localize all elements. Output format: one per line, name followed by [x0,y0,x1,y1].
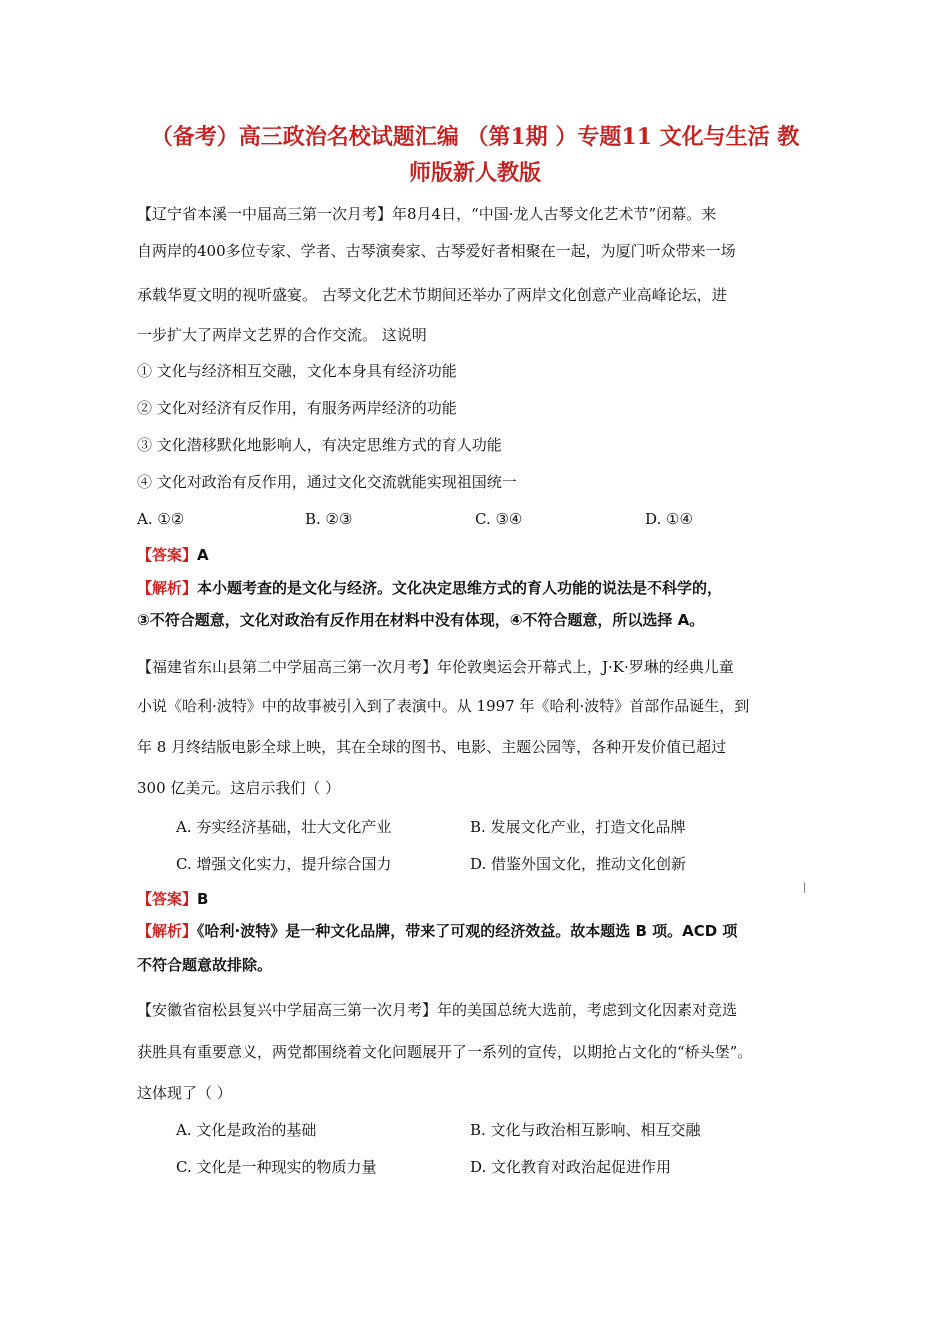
q1-answer [137,544,209,566]
q3-option-d: D. 文化教育对政治起促进作用 [470,1158,672,1176]
q1-analysis-label: 【解析】 [137,579,198,597]
q1-line4: 一步扩大了两岸文艺界的合作交流。 这说明 [137,326,427,344]
q2-option-c: C. 增强文化实力，提升综合国力 [176,855,392,873]
q3-line3: 这体现了（ ） [137,1084,232,1102]
q2-line4: 300 亿美元。这启示我们（ ） [137,779,341,797]
document-title-line2: 师版新人教版 [408,160,541,186]
q2-line3: 年 8 月终结版电影全球上映，其在全球的图书、电影、主题公园等，各种开发价值已超过 [137,738,727,756]
q1-statement-1: ① 文化与经济相互交融，文化本身具有经济功能 [137,362,457,380]
q2-answer-value: B [197,890,209,908]
q2-line2: 小说《哈利·波特》中的故事被引入到了表演中。从 1997 年《哈利·波特》首部作品诞生，到 [137,697,750,715]
q2-analysis-label: 【解析】 [137,922,198,940]
stray-mark: | [803,882,807,893]
q3-line2: 获胜具有重要意义，两党都围绕着文化问题展开了一系列的宣传，以期抢占文化的“桥头堡”。 [137,1043,753,1061]
document-title-line1: （备考）高三政治名校试题汇编 （第1期 ）专题11 文化与生活 教 [150,124,800,150]
q2-analysis-line1: 【解析】《哈利·波特》是一种文化品牌，带来了可观的经济效益。故本题选 B 项。ACD 项 [137,922,738,940]
q1-option-b: B. ②③ [305,510,353,528]
q2-option-a: A. 夯实经济基础，壮大文化产业 [176,818,392,836]
q3-option-a: A. 文化是政治的基础 [176,1121,317,1139]
q1-analysis-line1: 【解析】本小题考查的是文化与经济。文化决定思维方式的育人功能的说法是不科学的， [137,579,723,597]
q1-option-a: A. ①② [137,510,185,528]
q3-source: 【安徽省宿松县复兴中学届高三第一次月考】 [137,1001,438,1019]
q2-option-b: B. 发展文化产业，打造文化品牌 [470,818,686,836]
q1-statement-4: ④ 文化对政治有反作用，通过文化交流就能实现祖国统一 [137,473,517,491]
q2-option-d: D. 借鉴外国文化，推动文化创新 [470,855,687,873]
q1-statement-3: ③ 文化潜移默化地影响人，有决定思维方式的育人功能 [137,436,502,454]
q2-answer [137,888,208,910]
q3-option-c: C. 文化是一种现实的物质力量 [176,1158,377,1176]
q1-analysis-line2: ③不符合题意，文化对政治有反作用在材料中没有体现，④不符合题意，所以选择 A。 [137,611,705,629]
q2-analysis-line2: 不符合题意故排除。 [137,956,273,974]
q3-option-b: B. 文化与政治相互影响、相互交融 [470,1121,701,1139]
q1-option-d: D. ①④ [645,510,693,528]
q1-line3: 承载华夏文明的视听盛宴。 古琴文化艺术节期间还举办了两岸文化创意产业高峰论坛，进 [137,286,727,304]
q1-line1: 【辽宁省本溪一中届高三第一次月考】年8月4日，“中国·龙人古琴文化艺术节”闭幕。来 [137,205,717,223]
q3-line1: 【安徽省宿松县复兴中学届高三第一次月考】年的美国总统大选前，考虑到文化因素对竞选 [137,1001,738,1019]
q2-source: 【福建省东山县第二中学届高三第一次月考】 [137,658,438,676]
q1-line2: 自两岸的400多位专家、学者、古琴演奏家、古琴爱好者相聚在一起，为厦门听众带来一场 [137,242,736,260]
q1-answer-label: 【答案】 [137,546,198,564]
q2-line1: 【福建省东山县第二中学届高三第一次月考】年伦敦奥运会开幕式上，J·K·罗琳的经典儿童 [137,658,734,676]
q2-answer-label: 【答案】 [137,890,198,908]
q1-statement-2: ② 文化对经济有反作用，有服务两岸经济的功能 [137,399,457,417]
q1-answer-value: A [197,546,209,564]
q1-option-c: C. ③④ [475,510,523,528]
q1-source: 【辽宁省本溪一中届高三第一次月考】 [137,205,393,223]
